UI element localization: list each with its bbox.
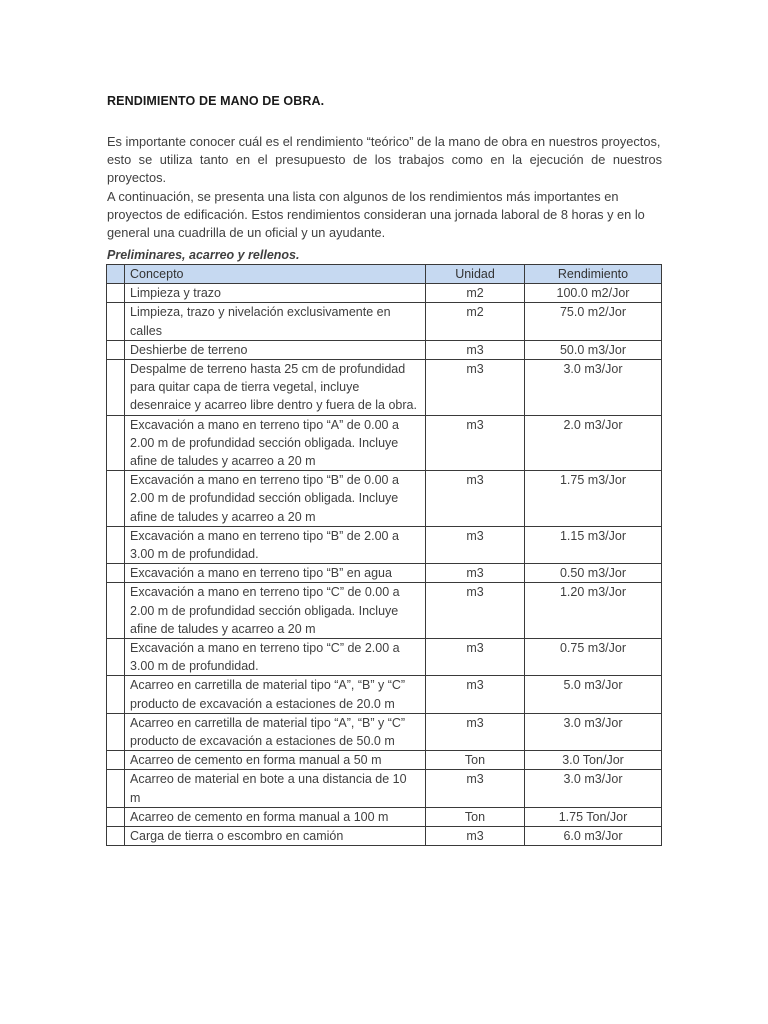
cell-unidad: m3 [426, 676, 525, 713]
cell-concepto: Acarreo de material en bote a una distancia de 10 m [125, 770, 426, 807]
cell-rendimiento: 3.0 Ton/Jor [525, 751, 662, 770]
cell-unidad: m2 [426, 284, 525, 303]
row-index-cell [107, 415, 125, 471]
document-title: RENDIMIENTO DE MANO DE OBRA. [107, 94, 325, 108]
cell-concepto: Acarreo en carretilla de material tipo “A”, “B” y “C” producto de excavación a estaciones de 50.0 m [125, 713, 426, 750]
cell-concepto: Excavación a mano en terreno tipo “C” de 2.00 a 3.00 m de profundidad. [125, 639, 426, 676]
table-row [107, 639, 662, 676]
table-row [107, 807, 662, 826]
row-index-cell [107, 713, 125, 750]
cell-rendimiento: 3.0 m3/Jor [525, 770, 662, 807]
table-row [107, 471, 662, 527]
cell-rendimiento: 75.0 m2/Jor [525, 303, 662, 340]
row-index-cell [107, 807, 125, 826]
cell-rendimiento: 1.75 Ton/Jor [525, 807, 662, 826]
cell-rendimiento: 5.0 m3/Jor [525, 676, 662, 713]
cell-concepto: Acarreo de cemento en forma manual a 50 m [125, 751, 426, 770]
row-index-cell [107, 827, 125, 846]
row-index-cell [107, 583, 125, 639]
cell-unidad: m2 [426, 303, 525, 340]
cell-unidad: Ton [426, 807, 525, 826]
cell-unidad: m3 [426, 526, 525, 563]
cell-rendimiento: 1.75 m3/Jor [525, 471, 662, 527]
rendimientos-table [106, 264, 662, 846]
intro-line: general una cuadrilla de un oficial y un ayudante. [107, 225, 386, 241]
section-title: Preliminares, acarreo y rellenos. [107, 248, 300, 262]
cell-concepto: Excavación a mano en terreno tipo “A” de 0.00 a 2.00 m de profundidad sección obligada. Incluye afine de taludes y acarreo a 20 m [125, 415, 426, 471]
cell-concepto: Acarreo de cemento en forma manual a 100 m [125, 807, 426, 826]
cell-concepto: Limpieza, trazo y nivelación exclusivamente en calles [125, 303, 426, 340]
cell-rendimiento: 6.0 m3/Jor [525, 827, 662, 846]
table-row [107, 340, 662, 359]
cell-unidad: m3 [426, 827, 525, 846]
cell-concepto: Acarreo en carretilla de material tipo “A”, “B” y “C” producto de excavación a estaciones de 20.0 m [125, 676, 426, 713]
intro-line: Es importante conocer cuál es el rendimiento “teórico” de la mano de obra en nuestros proyectos, [107, 134, 661, 149]
table-row [107, 676, 662, 713]
header-rendimiento: Rendimiento [525, 265, 662, 284]
table-row [107, 583, 662, 639]
intro-line: proyectos de edificación. Estos rendimientos consideran una jornada laboral de 8 horas y en lo [107, 206, 645, 222]
table-row [107, 284, 662, 303]
row-index-cell [107, 303, 125, 340]
cell-rendimiento: 100.0 m2/Jor [525, 284, 662, 303]
cell-concepto: Deshierbe de terreno [125, 340, 426, 359]
cell-concepto: Carga de tierra o escombro en camión [125, 827, 426, 846]
intro-paragraph [107, 133, 662, 242]
cell-concepto: Excavación a mano en terreno tipo “B” de 2.00 a 3.00 m de profundidad. [125, 526, 426, 563]
header-index-cell [107, 265, 125, 284]
cell-rendimiento: 2.0 m3/Jor [525, 415, 662, 471]
cell-unidad: m3 [426, 639, 525, 676]
table-header-row [107, 265, 662, 284]
table-row [107, 303, 662, 340]
header-unidad: Unidad [426, 265, 525, 284]
cell-unidad: m3 [426, 713, 525, 750]
cell-concepto: Excavación a mano en terreno tipo “B” en agua [125, 564, 426, 583]
cell-unidad: m3 [426, 770, 525, 807]
table-row [107, 713, 662, 750]
cell-unidad: m3 [426, 340, 525, 359]
table-row [107, 751, 662, 770]
intro-line: A continuación, se presenta una lista con algunos de los rendimientos más importantes en [107, 188, 619, 204]
cell-rendimiento: 50.0 m3/Jor [525, 340, 662, 359]
cell-unidad: m3 [426, 415, 525, 471]
row-index-cell [107, 676, 125, 713]
cell-unidad: m3 [426, 583, 525, 639]
table-row [107, 564, 662, 583]
cell-unidad: m3 [426, 360, 525, 416]
row-index-cell [107, 360, 125, 416]
cell-unidad: m3 [426, 564, 525, 583]
cell-concepto: Limpieza y trazo [125, 284, 426, 303]
cell-concepto: Excavación a mano en terreno tipo “B” de 0.00 a 2.00 m de profundidad sección obligada. Incluye afine de taludes y acarreo a 20 m [125, 471, 426, 527]
cell-rendimiento: 3.0 m3/Jor [525, 713, 662, 750]
cell-unidad: m3 [426, 471, 525, 527]
row-index-cell [107, 471, 125, 527]
table-row [107, 770, 662, 807]
cell-unidad: Ton [426, 751, 525, 770]
table-row [107, 415, 662, 471]
row-index-cell [107, 340, 125, 359]
cell-rendimiento: 0.75 m3/Jor [525, 639, 662, 676]
cell-concepto: Despalme de terreno hasta 25 cm de profundidad para quitar capa de tierra vegetal, incluye desenraice y acarreo libre dentro y fuera de la obra. [125, 360, 426, 416]
row-index-cell [107, 770, 125, 807]
row-index-cell [107, 751, 125, 770]
cell-rendimiento: 1.20 m3/Jor [525, 583, 662, 639]
row-index-cell [107, 284, 125, 303]
cell-concepto: Excavación a mano en terreno tipo “C” de 0.00 a 2.00 m de profundidad sección obligada. Incluye afine de taludes y acarreo a 20 m [125, 583, 426, 639]
table-row [107, 526, 662, 563]
cell-rendimiento: 0.50 m3/Jor [525, 564, 662, 583]
table-body [107, 284, 662, 846]
row-index-cell [107, 526, 125, 563]
cell-rendimiento: 3.0 m3/Jor [525, 360, 662, 416]
table-row [107, 360, 662, 416]
header-concepto: Concepto [125, 265, 426, 284]
row-index-cell [107, 639, 125, 676]
row-index-cell [107, 564, 125, 583]
cell-rendimiento: 1.15 m3/Jor [525, 526, 662, 563]
intro-line: esto se utiliza tanto en el presupuesto de los trabajos como en la ejecución de nuestros proyectos. [107, 152, 662, 186]
table-row [107, 827, 662, 846]
